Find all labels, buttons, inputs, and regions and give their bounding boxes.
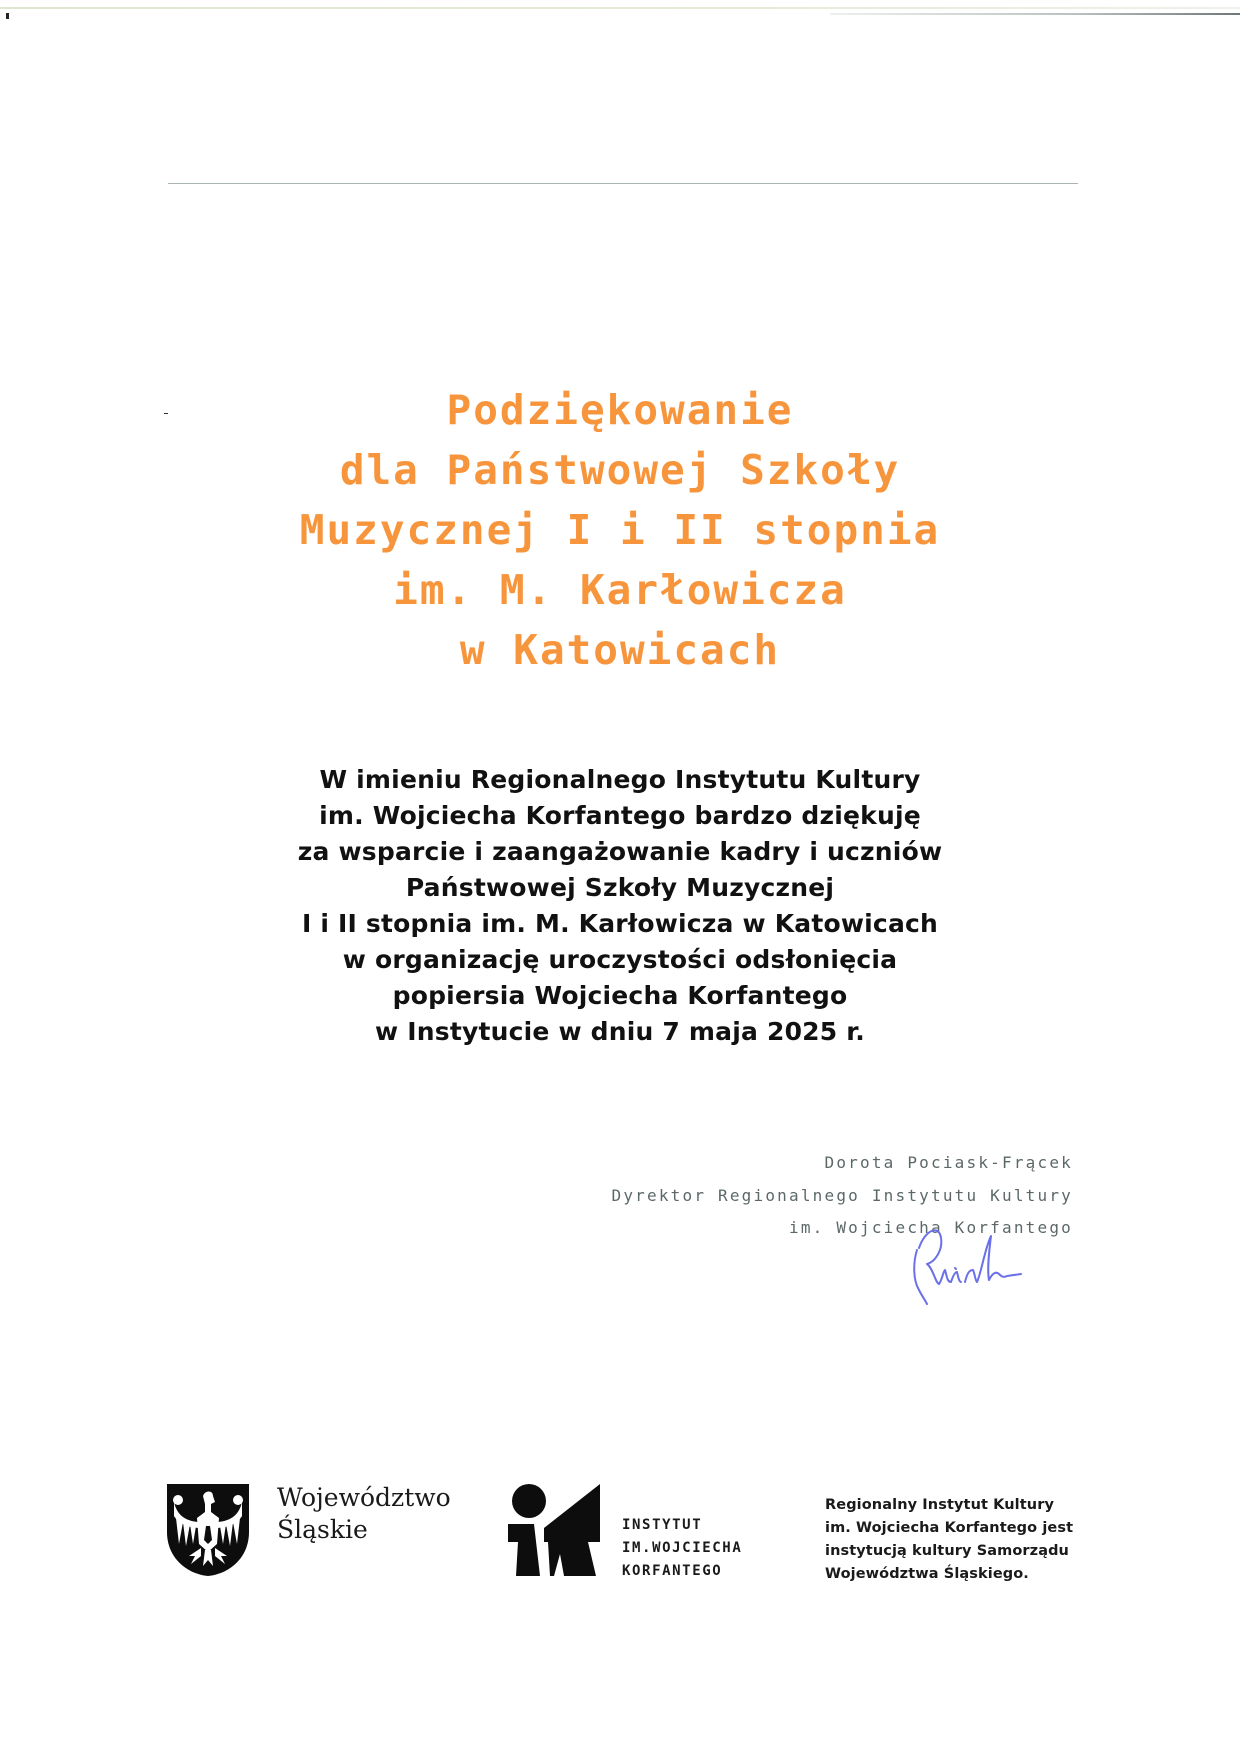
body-line: za wsparcie i zaangażowanie kadry i uczniów bbox=[297, 837, 943, 866]
footer-note-line: instytucją kultury Samorządu bbox=[825, 1543, 1069, 1559]
footer-note-line: Województwa Śląskiego. bbox=[825, 1566, 1029, 1582]
signatory-position-cont: im. Wojciecha Korfantego bbox=[789, 1218, 1073, 1237]
title-line: Podziękowanie bbox=[446, 386, 794, 434]
title-line: w Katowicach bbox=[459, 626, 781, 674]
institute-name bbox=[622, 1514, 742, 1583]
institute-line1: INSTYTUT bbox=[622, 1517, 703, 1533]
body-line: Państwowej Szkoły Muzycznej bbox=[405, 873, 835, 902]
body-line: w organizację uroczystości odsłonięcia bbox=[342, 945, 898, 974]
handwritten-signature-icon bbox=[895, 1218, 1035, 1308]
scan-artifact-top-line-right bbox=[830, 13, 1240, 15]
title-line: dla Państwowej Szkoły bbox=[339, 446, 901, 494]
footer-note-line: im. Wojciecha Korfantego jest bbox=[825, 1520, 1074, 1536]
document-title bbox=[0, 380, 1240, 680]
voivodeship-name bbox=[277, 1482, 451, 1546]
signatory-position: Dyrektor Regionalnego Instytutu Kultury bbox=[611, 1185, 1073, 1205]
body-line: popiersia Wojciecha Korfantego bbox=[392, 981, 848, 1010]
body-line: w Instytucie w dniu 7 maja 2025 r. bbox=[375, 1017, 865, 1046]
scan-artifact-top-line bbox=[0, 7, 1240, 9]
footer-note bbox=[825, 1494, 1073, 1586]
title-line: Muzycznej I i II stopnia bbox=[299, 506, 941, 554]
body-line: I i II stopnia im. M. Karłowicza w Katowicach bbox=[301, 909, 939, 938]
institute-line3: KORFANTEGO bbox=[622, 1563, 723, 1579]
title-line: im. M. Karłowicza bbox=[393, 566, 847, 614]
silesian-eagle-shield-icon bbox=[165, 1482, 251, 1577]
document-body bbox=[0, 762, 1240, 1050]
institute-line2: IM.WOJCIECHA bbox=[622, 1540, 743, 1556]
voivodeship-line2: Śląskie bbox=[277, 1515, 368, 1544]
body-line: im. Wojciecha Korfantego bardzo dziękuję bbox=[319, 801, 921, 830]
header-rule bbox=[168, 183, 1078, 184]
body-line: W imieniu Regionalnego Instytutu Kultury bbox=[319, 765, 921, 794]
footer-note-line: Regionalny Instytut Kultury bbox=[825, 1497, 1055, 1513]
ik-logo-icon bbox=[506, 1482, 602, 1578]
scan-artifact-dot bbox=[6, 13, 9, 19]
voivodeship-line1: Województwo bbox=[277, 1483, 451, 1512]
signatory-name: Dorota Pociask-Frącek bbox=[824, 1153, 1073, 1172]
